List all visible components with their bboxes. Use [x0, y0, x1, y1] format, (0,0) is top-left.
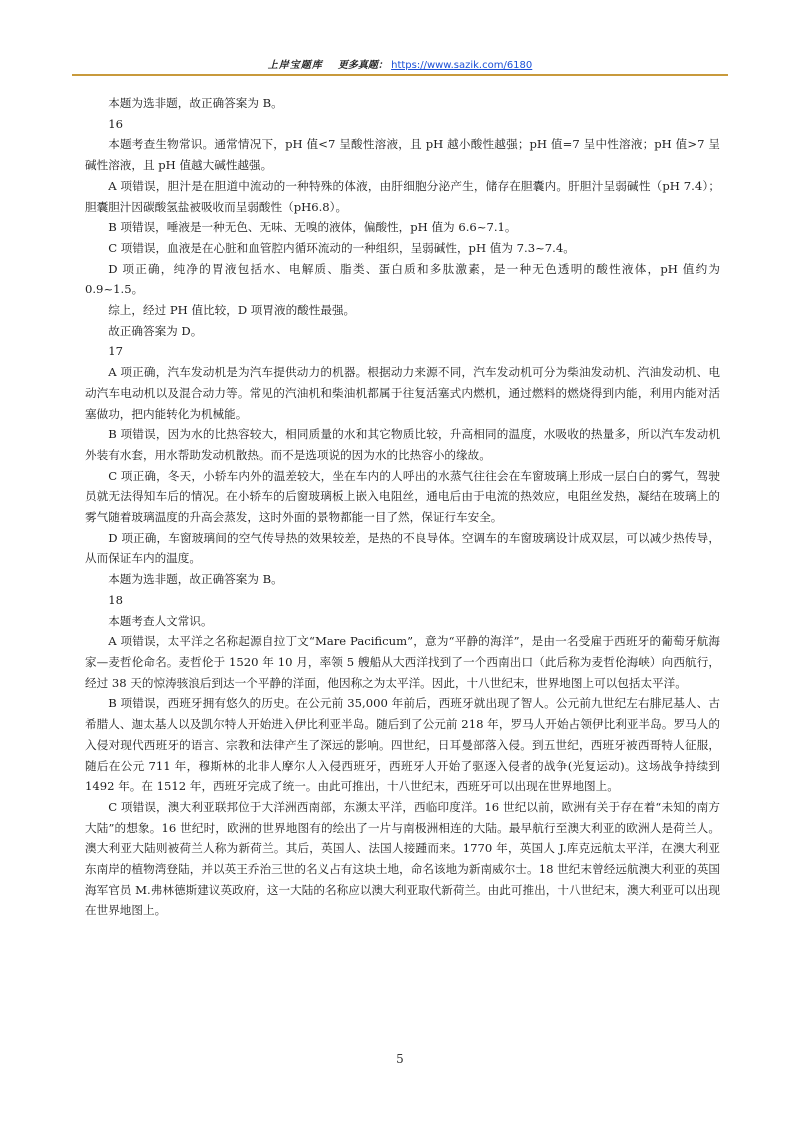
paragraph: B 项错误，唾液是一种无色、无味、无嗅的液体，偏酸性，pH 值为 6.6~7.1。 [108, 220, 517, 235]
source-link[interactable]: https://www.sazik.com/6180 [391, 60, 533, 71]
question-number: 17 [108, 344, 123, 359]
paragraph: D 项正确，纯净的胃液包括水、电解质、脂类、蛋白质和多肽激素，是一种无色透明的酸性液体，pH 值约为 0.9~1.5。 [85, 261, 720, 297]
paragraph: 本题考查生物常识。通常情况下，pH 值<7 呈酸性溶液，且 pH 越小酸性越强；pH 值=7 呈中性溶液；pH 值>7 呈碱性溶液，且 pH 值越大碱性越强。 [85, 137, 720, 173]
paragraph: 综上，经过 PH 值比较，D 项胃液的酸性最强。 [108, 303, 356, 318]
page-header [0, 56, 800, 71]
header-divider [72, 74, 728, 76]
paragraph: C 项正确，冬天，小轿车内外的温差较大，坐在车内的人呼出的水蒸气往往会在车窗玻璃上形成一层白白的雾气，驾驶员就无法得知车后的情况。在小轿车的后窗玻璃板上嵌入电阻丝，通电后由于电流的热效应，电阻丝发热，凝结在玻璃上的雾气随着玻璃温度的升高会蒸发，这时外面的景物都能一目了然，保证行车安全。 [85, 468, 720, 525]
paragraph: 本题为选非题，故正确答案为 B。 [108, 96, 283, 110]
paragraph: B 项错误，因为水的比热容较大，相同质量的水和其它物质比较，升高相同的温度，水吸收的热量多，所以汽车发动机外装有水套，用水帮助发动机散热。而不是选项说的因为水的比热容小的缘故。 [85, 427, 720, 462]
page-number: 5 [396, 1052, 404, 1066]
question-number: 18 [108, 592, 123, 607]
paragraph: C 项错误，澳大利亚联邦位于大洋洲西南部，东濒太平洋，西临印度洋。16 世纪以前，欧洲有关于存在着“未知的南方大陆”的想象。16 世纪时，欧洲的世界地图有的绘出了一片与南极洲相连的大陆。最早航行至澳大利亚的欧洲人是荷兰人。澳大利亚大陆则被荷兰人称为新荷兰。其后，英国人、法国人接踵而来。1770 年，英国人 J.库克远航太平洋，在澳大利亚东南岸的植物湾登陆，并以英王乔治三世的名义占有这块土地，命名该地为新南威尔士。18 世纪末曾经远航澳大利亚的英国海军官员 M.弗林德斯建议英政府，这一大陆的名称应以澳大利亚取代新荷兰。由此可推出，十八世纪末，澳大利亚可以出现在世界地图上。 [85, 799, 720, 918]
paragraph: C 项错误，血液是在心脏和血管腔内循环流动的一种组织，呈弱碱性，pH 值为 7.3~7.4。 [108, 240, 575, 255]
document-body [85, 93, 720, 921]
paragraph: A 项错误，胆汁是在胆道中流动的一种特殊的体液，由肝细胞分泌产生，储存在胆囊内。肝胆汁呈弱碱性（pH 7.4）；胆囊胆汁因碳酸氢盐被吸收而呈弱酸性（pH6.8）。 [85, 178, 720, 214]
paragraph: A 项错误，太平洋之名称起源自拉丁文“Mare Pacificum”，意为“平静的海洋”，是由一名受雇于西班牙的葡萄牙航海家—麦哲伦命名。麦哲伦于 1520 年 10 月，率领 5 艘船从大西洋找到了一个西南出口（此后称为麦哲伦海峡）向西航行，经过 38 天的惊涛骇浪后到达一个平静的洋面，他因称之为太平洋。因此，十八世纪末，世界地图上可以包括太平洋。 [85, 634, 720, 690]
paragraph: 故正确答案为 D。 [108, 323, 203, 338]
paragraph: 本题考查人文常识。 [108, 613, 213, 628]
brand-name: 上岸宝题库 [267, 60, 323, 71]
paragraph: B 项错误，西班牙拥有悠久的历史。在公元前 35,000 年前后，西班牙就出现了智人。公元前九世纪左右腓尼基人、古希腊人、迦太基人以及凯尔特人开始进入伊比利亚半岛。随后到了公元前 218 年，罗马人开始占领伊比利亚半岛。罗马人的入侵对现代西班牙的语言、宗教和法律产生了深远的影响。四世纪，日耳曼部落入侵。到五世纪，西班牙被西哥特人征服，随后在公元 711 年，穆斯林的北非人摩尔人入侵西班牙，西班牙人开始了驱逐入侵者的战争(光复运动)。这场战争持续到 1492 年。在 1512 年，西班牙完成了统一。由此可推出，十八世纪末，西班牙可以出现在世界地图上。 [85, 696, 720, 794]
question-number: 16 [108, 116, 123, 131]
paragraph: D 项正确，车窗玻璃间的空气传导热的效果较差，是热的不良导体。空调车的车窗玻璃设计成双层，可以减少热传导，从而保证车内的温度。 [85, 530, 720, 566]
paragraph: A 项正确，汽车发动机是为汽车提供动力的机器。根据动力来源不同，汽车发动机可分为柴油发动机、汽油发动机、电动汽车电动机以及混合动力等。常见的汽油机和柴油机都属于往复活塞式内燃机，通过燃料的燃烧得到内能，利用内能对活塞做功，把内能转化为机械能。 [85, 365, 720, 421]
paragraph: 本题为选非题，故正确答案为 B。 [108, 572, 283, 587]
more-questions-label: 更多真题： [337, 60, 388, 71]
